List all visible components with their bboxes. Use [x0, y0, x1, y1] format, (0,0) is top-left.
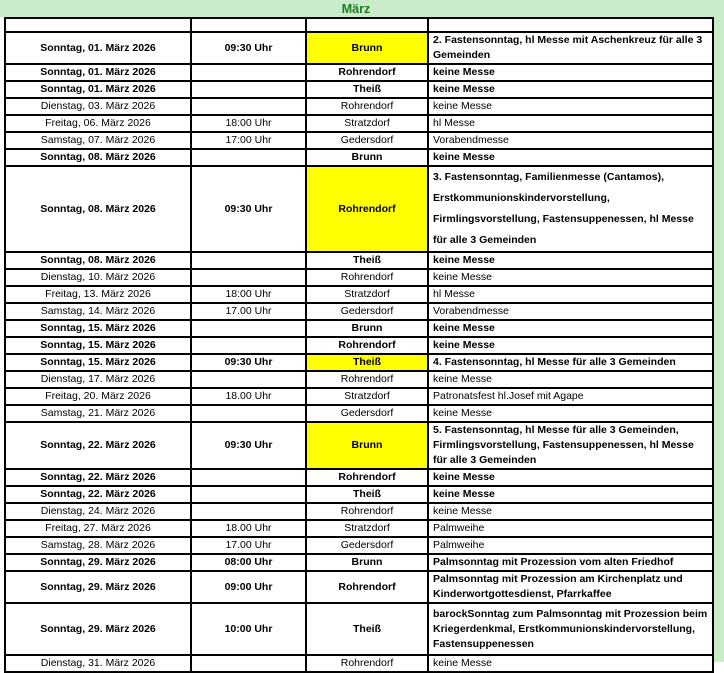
date-cell[interactable]: Sonntag, 01. März 2026 — [5, 64, 191, 81]
place-cell[interactable]: Gedersdorf — [306, 132, 428, 149]
date-cell[interactable]: Sonntag, 22. März 2026 — [5, 486, 191, 503]
time-cell[interactable]: 09:30 Uhr — [191, 422, 306, 469]
time-cell[interactable] — [191, 64, 306, 81]
description-cell[interactable]: keine Messe — [428, 64, 713, 81]
place-cell[interactable]: Rohrendorf — [306, 269, 428, 286]
empty-cell[interactable] — [306, 18, 428, 32]
table-row — [5, 520, 713, 537]
date-cell[interactable]: Sonntag, 15. März 2026 — [5, 337, 191, 354]
description-cell[interactable]: 2. Fastensonntag, hl Messe mit Aschenkreuz für alle 3 Gemeinden — [428, 32, 713, 64]
table-row — [5, 320, 713, 337]
time-cell[interactable]: 09:30 Uhr — [191, 32, 306, 64]
table-row — [5, 571, 713, 603]
time-cell[interactable]: 18:00 Uhr — [191, 115, 306, 132]
time-cell[interactable] — [191, 81, 306, 98]
place-cell[interactable]: Brunn — [306, 32, 428, 64]
date-cell[interactable]: Sonntag, 22. März 2026 — [5, 469, 191, 486]
month-title: März — [341, 1, 371, 16]
date-cell[interactable]: Sonntag, 29. März 2026 — [5, 603, 191, 655]
place-cell[interactable]: Theiß — [306, 603, 428, 655]
time-cell[interactable] — [191, 269, 306, 286]
time-cell[interactable] — [191, 371, 306, 388]
table-row — [5, 64, 713, 81]
time-cell[interactable]: 09:00 Uhr — [191, 571, 306, 603]
date-cell[interactable]: Dienstag, 10. März 2026 — [5, 269, 191, 286]
date-cell[interactable]: Samstag, 07. März 2026 — [5, 132, 191, 149]
table-row — [5, 286, 713, 303]
place-cell[interactable]: Rohrendorf — [306, 166, 428, 252]
table-row — [5, 303, 713, 320]
table-row — [5, 132, 713, 149]
place-cell[interactable]: Stratzdorf — [306, 286, 428, 303]
place-cell[interactable]: Gedersdorf — [306, 405, 428, 422]
place-cell[interactable]: Theiß — [306, 252, 428, 269]
place-cell[interactable]: Theiß — [306, 486, 428, 503]
table-row — [5, 486, 713, 503]
date-cell[interactable]: Freitag, 06. März 2026 — [5, 115, 191, 132]
description-cell[interactable]: Vorabendmesse — [428, 303, 713, 320]
table-row — [5, 503, 713, 520]
month-header-cell[interactable] — [0, 0, 712, 17]
date-cell[interactable]: Freitag, 20. März 2026 — [5, 388, 191, 405]
description-cell[interactable]: Palmweihe — [428, 537, 713, 554]
description-cell[interactable]: keine Messe — [428, 98, 713, 115]
time-cell[interactable]: 17.00 Uhr — [191, 537, 306, 554]
date-cell[interactable]: Dienstag, 17. März 2026 — [5, 371, 191, 388]
description-cell[interactable]: keine Messe — [428, 337, 713, 354]
table-row — [5, 166, 713, 252]
time-cell[interactable] — [191, 337, 306, 354]
place-cell[interactable]: Rohrendorf — [306, 503, 428, 520]
time-cell[interactable] — [191, 503, 306, 520]
table-row — [5, 655, 713, 672]
place-cell[interactable]: Gedersdorf — [306, 303, 428, 320]
description-cell[interactable]: keine Messe — [428, 655, 713, 672]
description-cell[interactable]: keine Messe — [428, 405, 713, 422]
place-cell[interactable]: Rohrendorf — [306, 64, 428, 81]
time-cell[interactable]: 18.00 Uhr — [191, 520, 306, 537]
time-cell[interactable] — [191, 252, 306, 269]
description-cell[interactable]: Patronatsfest hl.Josef mit Agape — [428, 388, 713, 405]
place-cell[interactable]: Rohrendorf — [306, 655, 428, 672]
place-cell[interactable]: Rohrendorf — [306, 98, 428, 115]
date-cell[interactable]: Sonntag, 29. März 2026 — [5, 571, 191, 603]
date-cell[interactable]: Sonntag, 01. März 2026 — [5, 81, 191, 98]
place-cell[interactable]: Rohrendorf — [306, 371, 428, 388]
place-cell[interactable]: Stratzdorf — [306, 520, 428, 537]
table-row — [5, 149, 713, 166]
date-cell[interactable]: Dienstag, 24. März 2026 — [5, 503, 191, 520]
description-cell[interactable]: 3. Fastensonntag, Familienmesse (Cantamos), Erstkommunionskindervorstellung, Firmlingsvorstellung, Fastensuppenessen, hl Messe für alle 3 Gemeinden — [428, 166, 713, 252]
date-cell[interactable]: Dienstag, 03. März 2026 — [5, 98, 191, 115]
description-cell[interactable]: hl Messe — [428, 286, 713, 303]
empty-cell[interactable] — [191, 18, 306, 32]
table-row — [5, 269, 713, 286]
description-cell[interactable]: Vorabendmesse — [428, 132, 713, 149]
time-cell[interactable]: 18:00 Uhr — [191, 286, 306, 303]
time-cell[interactable] — [191, 98, 306, 115]
date-cell[interactable]: Sonntag, 29. März 2026 — [5, 554, 191, 571]
table-row — [5, 98, 713, 115]
time-cell[interactable]: 17.00 Uhr — [191, 303, 306, 320]
empty-cell[interactable] — [428, 18, 713, 32]
date-cell[interactable]: Freitag, 27. März 2026 — [5, 520, 191, 537]
time-cell[interactable] — [191, 405, 306, 422]
table-row — [5, 354, 713, 371]
place-cell[interactable]: Rohrendorf — [306, 337, 428, 354]
description-cell[interactable]: Palmsonntag mit Prozession vom alten Friedhof — [428, 554, 713, 571]
table-row — [5, 405, 713, 422]
place-cell[interactable]: Rohrendorf — [306, 571, 428, 603]
time-cell[interactable]: 18.00 Uhr — [191, 388, 306, 405]
place-cell[interactable]: Brunn — [306, 554, 428, 571]
date-cell[interactable]: Samstag, 28. März 2026 — [5, 537, 191, 554]
table-row — [5, 469, 713, 486]
date-cell[interactable]: Sonntag, 15. März 2026 — [5, 354, 191, 371]
time-cell[interactable]: 09:30 Uhr — [191, 354, 306, 371]
description-cell[interactable]: barockSonntag zum Palmsonntag mit Prozession beim Kriegerdenkmal, Erstkommunionskindervorstellung, Fastensuppenessen — [428, 603, 713, 655]
table-row — [5, 603, 713, 655]
description-cell[interactable]: Palmsonntag mit Prozession am Kirchenplatz und Kinderwortgottesdienst, Pfarrkaffee — [428, 571, 713, 603]
time-cell[interactable] — [191, 486, 306, 503]
time-cell[interactable] — [191, 320, 306, 337]
table-row — [5, 81, 713, 98]
date-cell[interactable]: Dienstag, 31. März 2026 — [5, 655, 191, 672]
description-cell[interactable]: hl Messe — [428, 115, 713, 132]
description-cell[interactable]: keine Messe — [428, 269, 713, 286]
date-cell[interactable]: Sonntag, 22. März 2026 — [5, 422, 191, 469]
place-cell[interactable]: Theiß — [306, 354, 428, 371]
table-row — [5, 422, 713, 469]
time-cell[interactable]: 10:00 Uhr — [191, 603, 306, 655]
place-cell[interactable]: Theiß — [306, 81, 428, 98]
date-cell[interactable]: Sonntag, 15. März 2026 — [5, 320, 191, 337]
place-cell[interactable]: Brunn — [306, 149, 428, 166]
table-row — [5, 337, 713, 354]
description-cell[interactable]: keine Messe — [428, 81, 713, 98]
place-cell[interactable]: Brunn — [306, 422, 428, 469]
time-cell[interactable]: 09:30 Uhr — [191, 166, 306, 252]
place-cell[interactable]: Stratzdorf — [306, 388, 428, 405]
date-cell[interactable]: Samstag, 14. März 2026 — [5, 303, 191, 320]
description-cell[interactable]: keine Messe — [428, 149, 713, 166]
description-cell[interactable]: keine Messe — [428, 371, 713, 388]
date-cell[interactable]: Sonntag, 01. März 2026 — [5, 32, 191, 64]
time-cell[interactable] — [191, 149, 306, 166]
table-row — [5, 388, 713, 405]
description-cell[interactable]: keine Messe — [428, 252, 713, 269]
time-cell[interactable]: 17:00 Uhr — [191, 132, 306, 149]
description-cell[interactable]: keine Messe — [428, 486, 713, 503]
place-cell[interactable]: Gedersdorf — [306, 537, 428, 554]
table-row — [5, 537, 713, 554]
place-cell[interactable]: Stratzdorf — [306, 115, 428, 132]
table-row — [5, 371, 713, 388]
place-cell[interactable]: Rohrendorf — [306, 469, 428, 486]
date-cell[interactable]: Sonntag, 08. März 2026 — [5, 149, 191, 166]
table-row — [5, 115, 713, 132]
description-cell[interactable]: keine Messe — [428, 503, 713, 520]
date-cell[interactable]: Sonntag, 08. März 2026 — [5, 166, 191, 252]
table-row — [5, 252, 713, 269]
time-cell[interactable]: 08:00 Uhr — [191, 554, 306, 571]
date-cell[interactable]: Freitag, 13. März 2026 — [5, 286, 191, 303]
empty-row — [5, 18, 713, 32]
table-row — [5, 32, 713, 64]
place-cell[interactable]: Brunn — [306, 320, 428, 337]
description-cell[interactable]: keine Messe — [428, 469, 713, 486]
schedule-table — [4, 17, 714, 673]
description-cell[interactable]: 5. Fastensonntag, hl Messe für alle 3 Gemeinden, Firmlingsvorstellung, Fastensuppenessen, hl Messe für alle 3 Gemeinden — [428, 422, 713, 469]
empty-cell[interactable] — [5, 18, 191, 32]
table-row — [5, 554, 713, 571]
description-cell[interactable]: 4. Fastensonntag, hl Messe für alle 3 Gemeinden — [428, 354, 713, 371]
date-cell[interactable]: Sonntag, 08. März 2026 — [5, 252, 191, 269]
date-cell[interactable]: Samstag, 21. März 2026 — [5, 405, 191, 422]
time-cell[interactable] — [191, 655, 306, 672]
description-cell[interactable]: keine Messe — [428, 320, 713, 337]
time-cell[interactable] — [191, 469, 306, 486]
description-cell[interactable]: Palmweihe — [428, 520, 713, 537]
